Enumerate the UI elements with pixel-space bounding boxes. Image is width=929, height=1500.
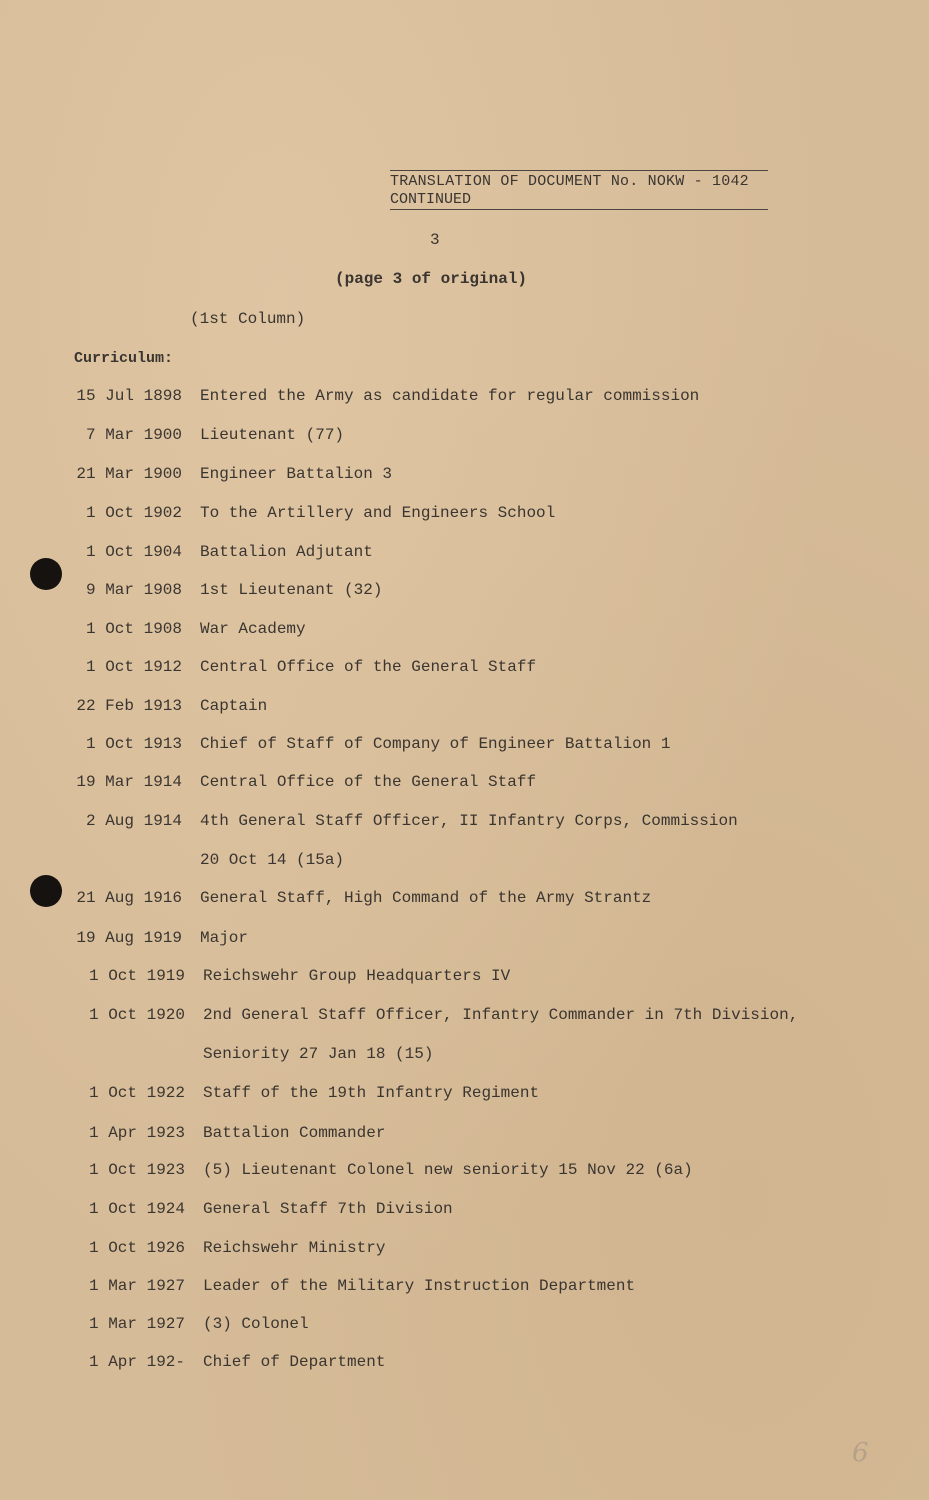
entry-date: 1 Oct 1920 [88, 1006, 185, 1024]
entry-date: 1 Oct 1926 [88, 1239, 185, 1257]
entry-date: 1 Oct 1923 [88, 1161, 185, 1179]
entry-text: Seniority 27 Jan 18 (15) [203, 1045, 434, 1063]
entry-text: 4th General Staff Officer, II Infantry Corps, Commission [200, 812, 738, 830]
entry-text: 1st Lieutenant (32) [200, 581, 383, 599]
entry-text: General Staff, High Command of the Army Strantz [200, 889, 652, 907]
entry-text: Lieutenant (77) [200, 426, 345, 444]
entry-date: 7 Mar 1900 [85, 426, 182, 444]
entry-date: 1 Apr 1923 [88, 1124, 185, 1142]
entry-date: 1 Oct 1922 [88, 1084, 185, 1102]
entry-text: Central Office of the General Staff [200, 773, 537, 791]
document-header [390, 170, 768, 210]
entry-text: Staff of the 19th Infantry Regiment [203, 1084, 540, 1102]
entry-date: 1 Oct 1913 [85, 735, 182, 753]
punch-hole [30, 875, 62, 907]
entry-date: 21 Mar 1900 [76, 465, 182, 483]
entry-text: Leader of the Military Instruction Department [203, 1277, 636, 1295]
column-label: (1st Column) [190, 310, 306, 328]
entry-text: Central Office of the General Staff [200, 658, 537, 676]
page-number: 3 [430, 231, 440, 249]
entry-date: 9 Mar 1908 [85, 581, 182, 599]
entry-text: To the Artillery and Engineers School [200, 504, 556, 522]
entry-text: Major [200, 929, 249, 947]
entry-text: Battalion Adjutant [200, 543, 373, 561]
entry-date: 19 Mar 1914 [76, 773, 182, 791]
entry-date: 1 Apr 192- [88, 1353, 185, 1371]
header-continued: CONTINUED [390, 191, 768, 210]
entry-text: General Staff 7th Division [203, 1200, 453, 1218]
entry-date: 1 Oct 1924 [88, 1200, 185, 1218]
entry-text: Chief of Department [203, 1353, 386, 1371]
entry-date: 1 Oct 1919 [88, 967, 185, 985]
entry-text: Entered the Army as candidate for regular commission [200, 387, 700, 405]
entry-text: Captain [200, 697, 268, 715]
punch-hole [30, 558, 62, 590]
entry-text: (3) Colonel [203, 1315, 309, 1333]
original-page-note: (page 3 of original) [335, 270, 528, 288]
margin-mark: 6 [852, 1438, 869, 1468]
entry-date: 1 Oct 1904 [85, 543, 182, 561]
entry-text: Chief of Staff of Company of Engineer Battalion 1 [200, 735, 671, 753]
entry-date: 1 Oct 1912 [85, 658, 182, 676]
section-label: Curriculum: [74, 350, 174, 367]
entry-text: (5) Lieutenant Colonel new seniority 15 Nov 22 (6a) [203, 1161, 693, 1179]
entry-text: Engineer Battalion 3 [200, 465, 393, 483]
entry-date: 21 Aug 1916 [76, 889, 182, 907]
entry-date: 1 Oct 1908 [85, 620, 182, 638]
entry-text: 2nd General Staff Officer, Infantry Commander in 7th Division, [203, 1006, 799, 1024]
entry-text: Battalion Commander [203, 1124, 386, 1142]
entry-text: 20 Oct 14 (15a) [200, 851, 345, 869]
entry-text: Reichswehr Group Headquarters IV [203, 967, 511, 985]
entry-date: 1 Oct 1902 [85, 504, 182, 522]
entry-text: Reichswehr Ministry [203, 1239, 386, 1257]
entry-date: 1 Mar 1927 [88, 1315, 185, 1333]
entry-date: 22 Feb 1913 [76, 697, 182, 715]
entry-date: 19 Aug 1919 [76, 929, 182, 947]
entry-date: 1 Mar 1927 [88, 1277, 185, 1295]
header-title: TRANSLATION OF DOCUMENT No. NOKW - 1042 [390, 170, 768, 190]
entry-date: 15 Jul 1898 [76, 387, 182, 405]
entry-text: War Academy [200, 620, 306, 638]
entry-date: 2 Aug 1914 [85, 812, 182, 830]
